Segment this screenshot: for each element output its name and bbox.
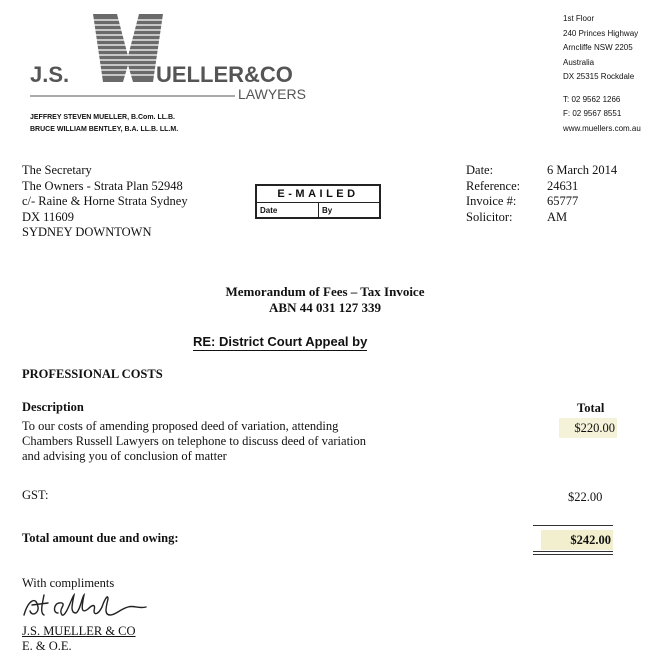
invoice-meta [466, 163, 617, 225]
stamp-title: E-MAILED [257, 186, 379, 203]
stamp-date-label: Date [257, 203, 319, 218]
address-line-4: Australia [563, 57, 595, 67]
partner-list [30, 112, 178, 136]
partner-1: JEFFREY STEVEN MUELLER, B.Com. LL.B. [30, 114, 175, 121]
gst-amount: $22.00 [568, 490, 603, 504]
fax: F: 02 9567 8551 [563, 109, 622, 118]
logo-name: UELLER&CO [156, 62, 293, 87]
logo-tagline: LAWYERS [238, 86, 306, 102]
gst-label: GST: [22, 488, 49, 502]
date-label: Date: [466, 163, 494, 177]
total-header: Total [577, 401, 605, 415]
address-line-1: 1st Floor [563, 14, 595, 23]
firm-logo [25, 10, 325, 105]
reference-value: 24631 [547, 178, 579, 193]
emailed-stamp [255, 184, 381, 219]
invoice-label: Invoice #: [466, 194, 517, 208]
closing-firm-name: J.S. MUELLER & CO [22, 624, 136, 638]
description-header: Description [22, 400, 84, 414]
item-description [22, 419, 402, 464]
total-label: Total amount due and owing: [22, 531, 179, 545]
item-line-3: and advising you of conclusion of matter [22, 449, 227, 463]
recipient-address [22, 163, 188, 241]
phone: T: 02 9562 1266 [563, 94, 621, 104]
solicitor-label: Solicitor: [466, 209, 513, 224]
recipient-line-4: DX 11609 [22, 209, 74, 224]
document-heading [0, 284, 650, 316]
total-rule-bottom-1 [533, 551, 613, 552]
logo-initials: J.S. [30, 62, 70, 87]
compliments: With compliments [22, 576, 115, 590]
address-line-3: Arncliffe NSW 2205 [563, 43, 633, 52]
firm-address [563, 12, 641, 136]
partner-2: BRUCE WILLIAM BENTLEY, B.A. LL.B. LL.M. [30, 126, 179, 133]
date-value: 6 March 2014 [547, 163, 618, 177]
section-title: PROFESSIONAL COSTS [22, 367, 163, 381]
address-line-5: DX 25315 Rockdale [563, 72, 635, 81]
stamp-by-label: By [322, 206, 333, 215]
solicitor-value: AM [547, 209, 568, 224]
eoe-note: E. & O.E. [22, 639, 72, 653]
re-line: RE: District Court Appeal by [193, 334, 368, 349]
item-line-2: Chambers Russell Lawyers on telephone to discuss deed of variation [22, 434, 367, 448]
signature [18, 587, 158, 623]
item-amount: $220.00 [559, 418, 617, 438]
address-line-2: 240 Princes Highway [563, 28, 639, 38]
total-amount: $242.00 [541, 530, 613, 550]
document-title: Memorandum of Fees – Tax Invoice [225, 284, 425, 299]
total-rule-bottom-2 [533, 554, 613, 555]
website: www.muellers.com.au [563, 123, 641, 133]
item-line-1: To our costs of amending proposed deed of variation, attending [22, 419, 339, 433]
recipient-line-2: The Owners - Strata Plan 52948 [22, 178, 183, 193]
abn: ABN 44 031 127 339 [269, 300, 381, 315]
invoice-value: 65777 [547, 194, 579, 208]
recipient-line-3: c/- Raine & Horne Strata Sydney [22, 194, 188, 208]
total-rule-top [533, 525, 613, 526]
recipient-line-5: SYDNEY DOWNTOWN [22, 225, 152, 239]
recipient-line-1: The Secretary [22, 163, 92, 177]
reference-label: Reference: [466, 178, 521, 193]
